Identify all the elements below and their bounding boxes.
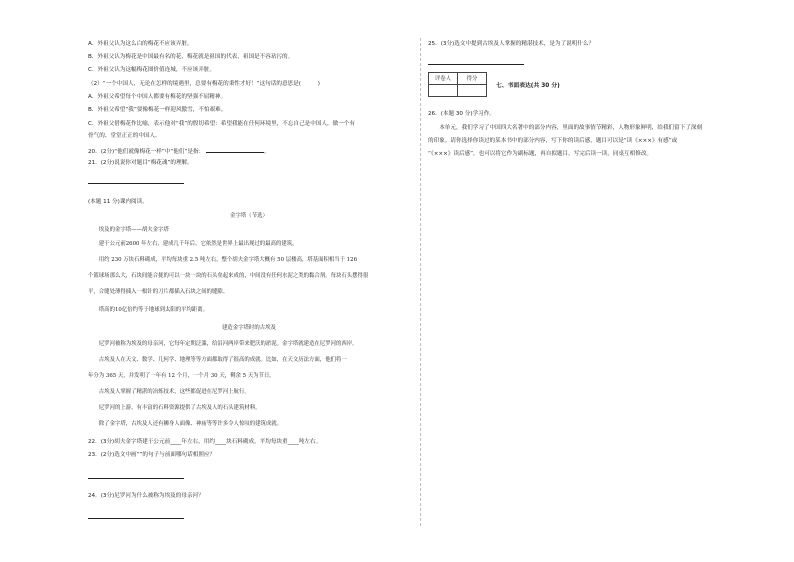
option-a-line: A．外祖父希望每个中国人都要有梅花的坚强不屈精神。 <box>88 94 227 100</box>
option-c-cont: 骨气的、堂堂正正的中国人。 <box>88 133 161 139</box>
score-cell-score[interactable] <box>458 85 487 97</box>
article-line: 个篮球场那么大，石块间能合拢的可以一块一块的石头垒起来成的，中间没有任何水泥之类的黏合剂。每块石头摆得很 <box>88 273 369 279</box>
prompt-line: 的印象。请你选择你读过的某本书中的部分内容，写下你的读后感，题目可以是“读《×××》有感”或 <box>428 138 678 144</box>
option-b-line: B．外祖父希望“我”要像梅花一样迎风傲雪，不怕艰难。 <box>88 107 227 113</box>
prompt-line: 本单元，我们学习了中国四大名著中的部分内容，里面的故事情节精彩，人物形象鲜明，给我们留下了深刻 <box>428 125 703 131</box>
sub-line: 尼罗河的上游，有丰富的石料资源提供了古埃及人的石头建筑材料。 <box>88 405 261 411</box>
sub-line: 尼罗河被称为埃及的母亲河，它每年定期泛滥，给沿河两岸带来肥沃的淤泥。金字塔就建造在尼罗河的西岸。 <box>88 341 358 347</box>
question-23: 23．(2分)选文中画“”的句子与前面哪句话相照应？ <box>88 452 216 458</box>
score-table <box>428 72 487 97</box>
article-title: 金字塔（节选） <box>230 213 268 219</box>
sub-title: 建造金字塔时的古埃及 <box>222 325 276 331</box>
answer-line[interactable] <box>88 518 184 519</box>
question-line: （2）“一个中国人，无论在怎样的境遇里，总要有梅花的秉性才好！”这句话的意思是( ) <box>88 81 320 87</box>
option-a-line: A．外祖父认为这么白的梅花不应该弄脏。 <box>88 41 193 47</box>
article-line: 塔高的10亿倍约等于地球到太阳的平均距离。 <box>88 307 209 313</box>
sub-line: 除了金字塔，古埃及人还有狮身人面像、神庙等等许多令人惊叹的建筑成就。 <box>88 421 283 427</box>
article-line: 建于公元前2600 年左右，建成几千年后，它依然是世界上最出现过的最高的建筑。 <box>88 241 298 247</box>
reading-intro: (本题 11 分)课内阅读。 <box>88 199 148 205</box>
sub-line: 古埃及人掌握了精湛的冶炼技术，这些都促进在尼罗河上航行。 <box>88 389 250 395</box>
section-title: 七、书面表达(共 30 分) <box>496 83 560 89</box>
article-line: 埃及的金字塔——胡夫金字塔 <box>88 227 169 233</box>
question-24: 24．(3分)尼罗河为什么被称为埃及的母亲河？ <box>88 493 204 499</box>
question-25: 25．(3分)选文中提到古埃及人掌握的精湛技术，是为了说明什么？ <box>428 41 595 47</box>
sub-line: 年分为 365 天，并发明了一年有 12 个月，一个月 30 天，剩余 5 天为节日。 <box>88 373 275 379</box>
article-line: 用约 230 万块石料砌成，平均每块重 2.5 吨左右，整个胡夫金字塔大概有 50 层楼高，塔基面积相当于 126 <box>88 257 358 263</box>
answer-blank[interactable] <box>206 146 264 153</box>
score-cell-grader[interactable] <box>429 85 458 97</box>
question-20-text: 20．(2分)“他们就像梅花一样”中“他们”是指： <box>88 149 205 155</box>
column-divider <box>420 38 421 526</box>
article-line: 平，合缝处薄得插入一根针的刀片都插入石块之间的缝隙。 <box>88 289 229 295</box>
question-20: 20．(2分)“他们就像梅花一样”中“他们”是指： 。 <box>88 146 270 156</box>
question-21: 21．(2分)说说你对题目“梅花魂”的理解。 <box>88 160 193 166</box>
score-header-score: 得分 <box>458 73 487 85</box>
score-header-grader: 评卷人 <box>429 73 458 85</box>
answer-line[interactable] <box>428 64 524 65</box>
prompt-line: “《×××》读后感”，也可以将它作为副标题，再自拟题目，写完后读一读，同桌互相修改。 <box>428 151 653 157</box>
option-b-line: B．外祖父认为梅花是中国最有名的花，梅花就是祖国的代表，祖国是不容玷污的。 <box>88 54 294 60</box>
option-c-line: C．外祖父借梅花作比喻，表示他对“我”的殷切希望：希望我能在任何环境里，不忘自己是中国人，做一个有 <box>88 121 356 127</box>
question-26: 26．(本题 30 分)学习作。 <box>428 111 495 117</box>
answer-line[interactable] <box>88 478 184 479</box>
option-c-line: C．外祖父认为这幅梅花图价值连城，不应该弄脏。 <box>88 67 215 73</box>
answer-line[interactable] <box>88 183 184 184</box>
question-22: 22．(3分)胡夫金字塔建于公元前____年左右，用约____块石料砌成，平均每块重____吨左右。 <box>88 439 322 445</box>
sub-line: 古埃及人在天文、数学、几何学、地理等等方面都取得了很高的成就。比如，在天文历法方面，他们将一 <box>88 357 347 363</box>
